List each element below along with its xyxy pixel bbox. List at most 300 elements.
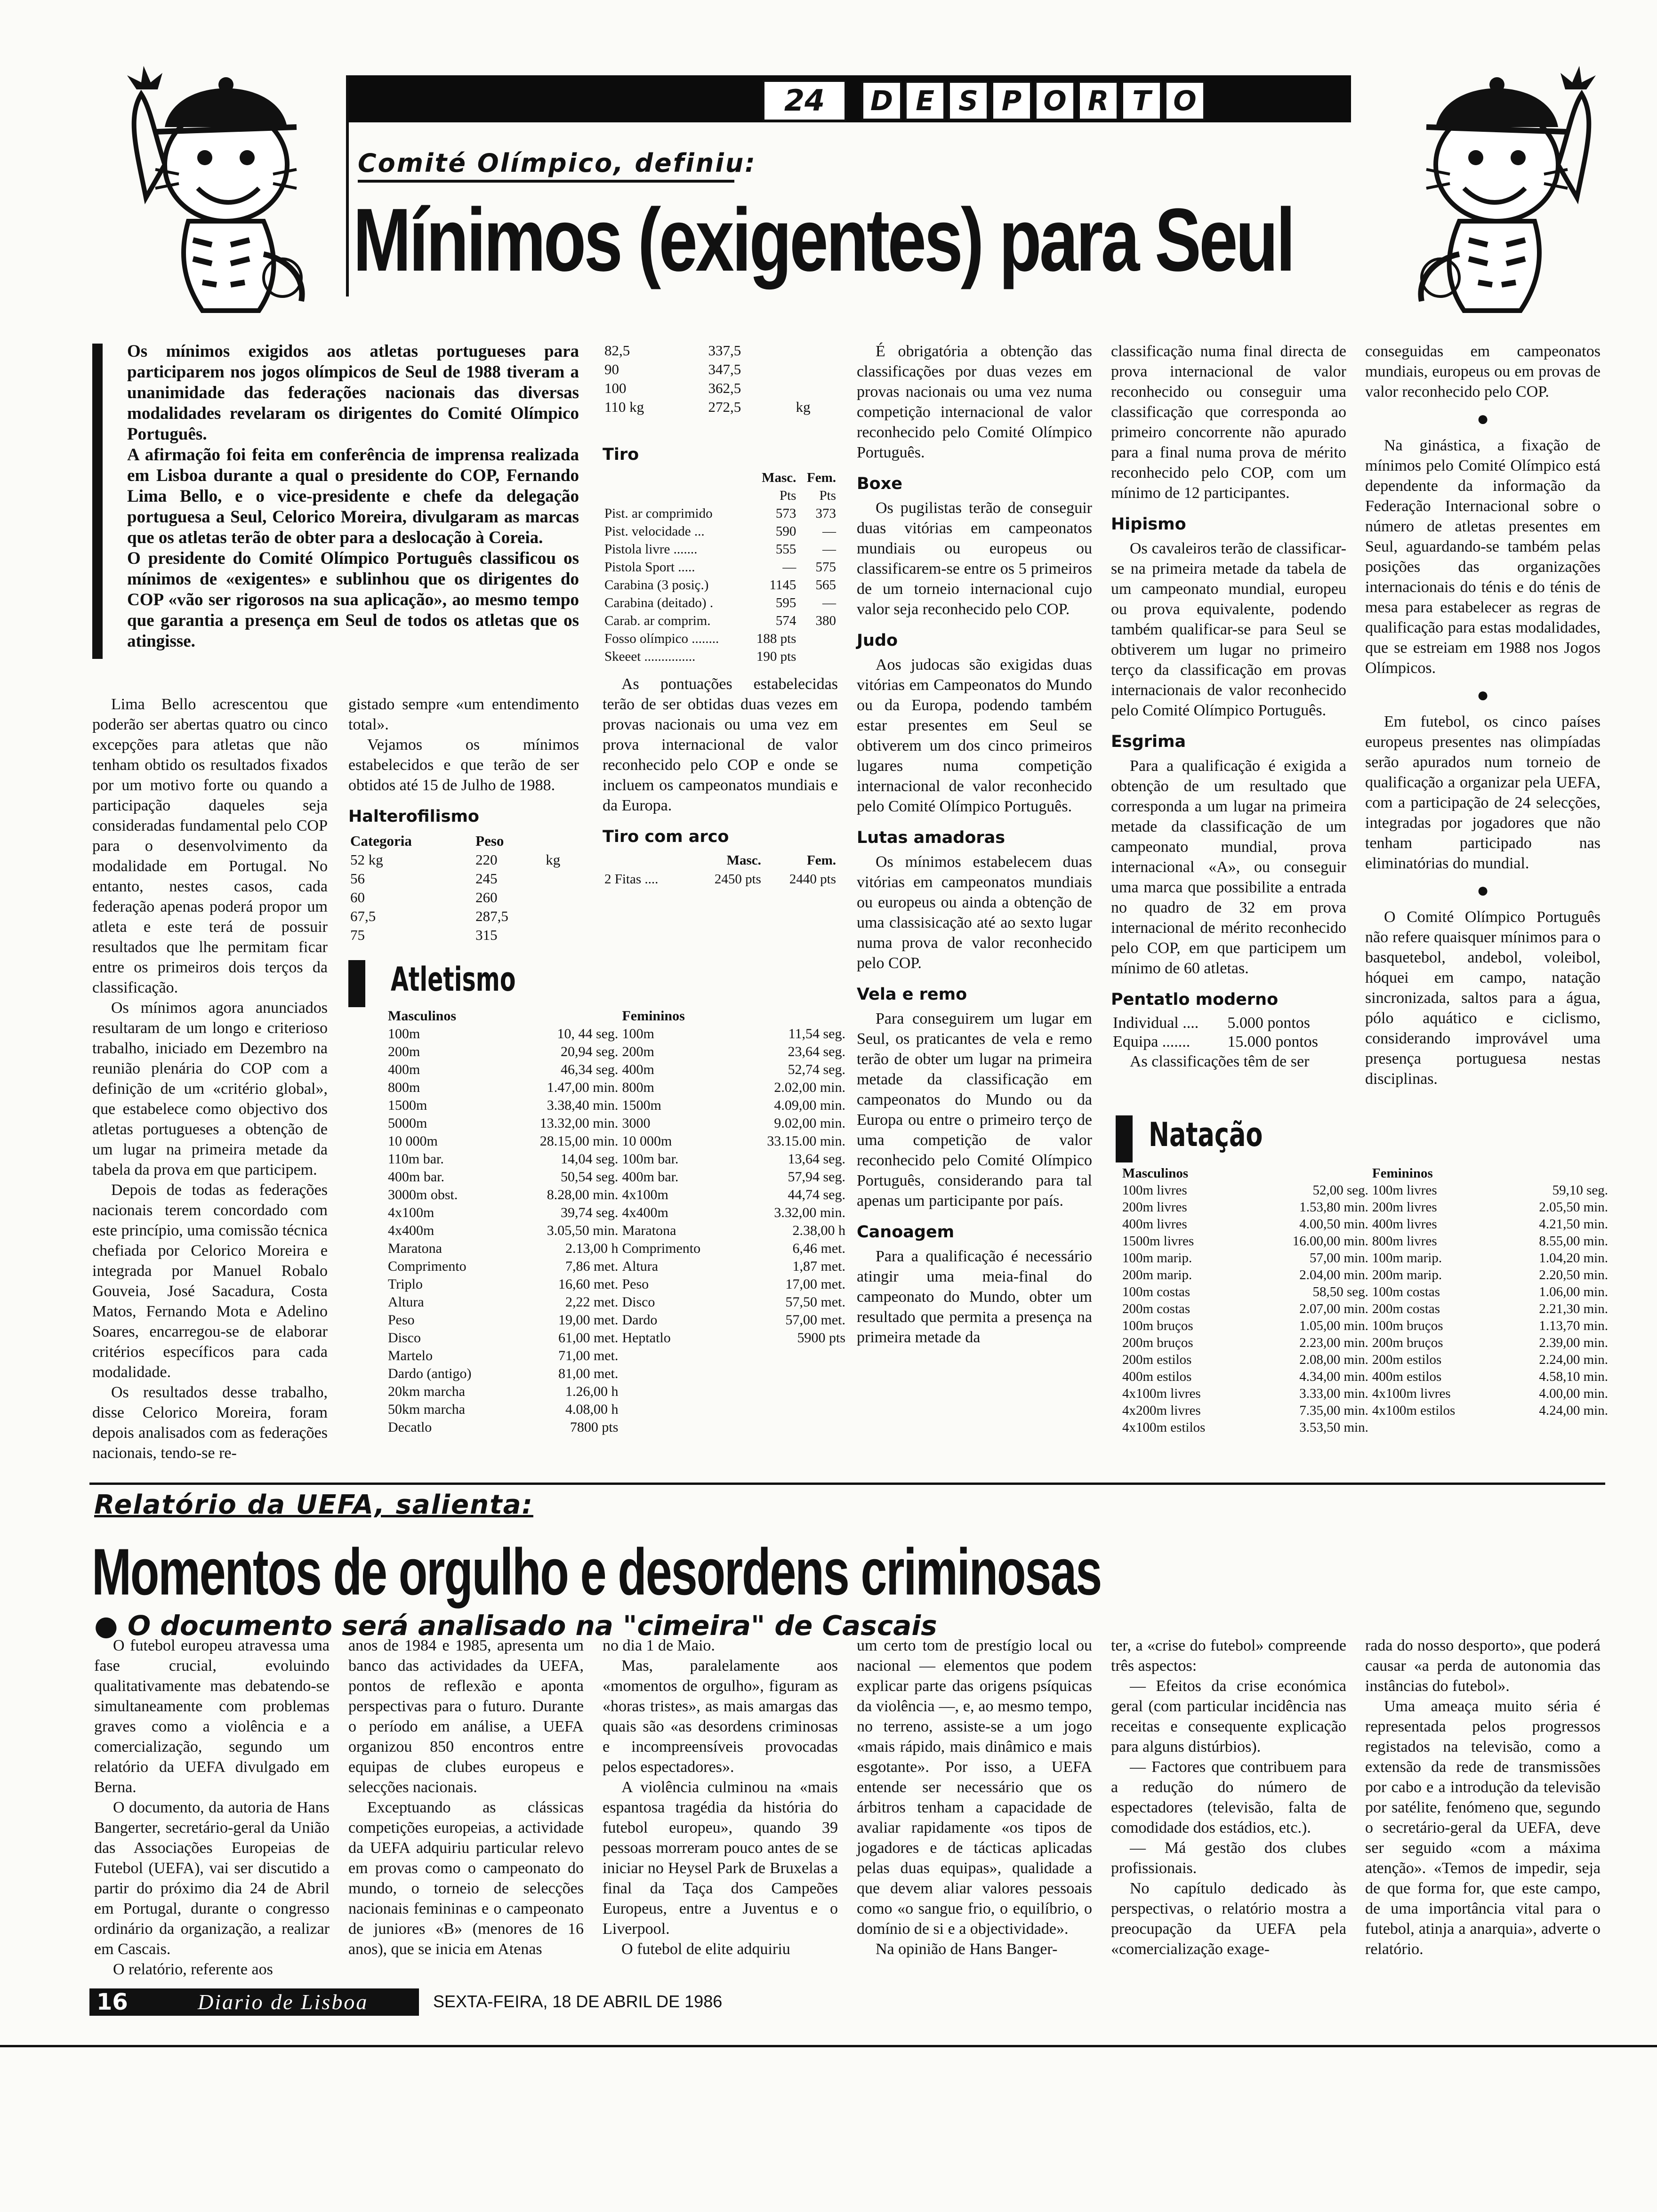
- article2-column-6: [1365, 1635, 1601, 1959]
- table-row: [1120, 1351, 1610, 1368]
- table-cell: 9.02,00 min.: [774, 1115, 845, 1131]
- table-cell: 100m bruços: [1122, 1318, 1193, 1333]
- table-cell: 800m livres: [1372, 1234, 1437, 1249]
- table-cell: 1500m: [388, 1098, 427, 1113]
- table-header: Masculinos: [388, 1008, 457, 1024]
- halterofilismo-table: [348, 832, 579, 945]
- lutas-amadoras-title: Lutas amadoras: [857, 828, 1005, 847]
- boxe-paragraph: Os pugilistas terão de conseguir duas vitórias em campeonatos mundiais ou europeus ou classificarem-se entre os 5 primeiros de um torneio internacional cujo valor seja reconhecido pelo COP.: [857, 499, 1092, 618]
- table-cell: 3000: [622, 1115, 651, 1131]
- table-cell: [798, 648, 838, 665]
- col1-paragraph: Os resultados desse trabalho, disse Celorico Moreira, foram depois analisados com as federações nacionais, tendo-se re-: [92, 1384, 328, 1462]
- table-cell: 555: [775, 542, 796, 557]
- table-cell: 260: [475, 889, 498, 906]
- table-cell: 7800 pts: [570, 1419, 619, 1435]
- table-cell: 595: [775, 595, 796, 610]
- table-cell: 8.28,00 min.: [547, 1187, 619, 1202]
- table-cell: 400m estilos: [1372, 1369, 1442, 1384]
- canoagem-title: Canoagem: [857, 1223, 955, 1242]
- table-cell: Pist. ar comprimido: [604, 506, 713, 521]
- table-cell: 287,5: [475, 908, 508, 924]
- table-cell: 400m bar.: [388, 1169, 444, 1185]
- article2-column-4: [857, 1635, 1092, 1959]
- table-cell: Equipa .......: [1113, 1033, 1190, 1050]
- table-header: Femininos: [622, 1008, 685, 1024]
- table-row: [1111, 1033, 1346, 1051]
- col2-paragraph: Vejamos os mínimos estabelecidos e que terão de ser obtidos até 15 de Julho de 1988.: [348, 736, 579, 794]
- table-cell: 11,54 seg.: [788, 1026, 845, 1042]
- table-header: Pts: [819, 488, 836, 503]
- table-cell: 400m: [622, 1062, 654, 1077]
- article2-kicker: Relatório da UEFA, salienta:: [94, 1490, 533, 1520]
- table-cell: 4.58,10 min.: [1539, 1369, 1608, 1384]
- table-row: [386, 1329, 847, 1347]
- atletismo-table: [386, 1007, 847, 1436]
- tiro-com-arco-table: [603, 851, 838, 889]
- table-cell: 13.32,00 min.: [539, 1115, 619, 1131]
- article2-paragraph: O futebol europeu atravessa uma fase crucial, evoluindo qualitativamente mas debatendo-se simultaneamente com problemas graves como a violência e a comercialização, segundo um relatório da UEFA divulgado em Berna.: [94, 1637, 330, 1796]
- table-cell: [734, 1347, 847, 1365]
- table-row: [1120, 1402, 1610, 1419]
- section-title-desporto: [861, 81, 1208, 119]
- table-cell: 100m livres: [1122, 1183, 1187, 1198]
- table-cell: 4.08,00 h: [565, 1402, 619, 1417]
- article2-paragraph: Exceptuando as clássicas competições europeias, a actividade da UEFA adquiriu particular relevo em provas como o campeonato do mundo, o torneio de selecções nacionais femininas e o campeonato de juniores «B» (menores de 16 anos), que se inicia em Atenas: [348, 1799, 584, 1958]
- article2-paragraph: anos de 1984 e 1985, apresenta um banco das actividades da UEFA, pontos de reflexão e aponta perspectivas para o futuro. Durante o período em análise, a UEFA organizou 850 encontros entre equipas de clubes europeus e selecções nacionais.: [348, 1637, 584, 1796]
- table-row: [386, 1383, 847, 1401]
- table-cell: 100m bar.: [622, 1151, 679, 1167]
- table-cell: —: [822, 595, 836, 610]
- table-cell: 100: [604, 380, 627, 396]
- table-cell: Individual ....: [1113, 1014, 1199, 1032]
- page-bottom-rule: [0, 2045, 1657, 2047]
- table-cell: —: [822, 524, 836, 539]
- table-cell: Dardo: [622, 1312, 658, 1328]
- table-cell: 200m costas: [1122, 1301, 1190, 1316]
- table-cell: 52 kg: [350, 851, 383, 868]
- table-cell: 100m: [622, 1026, 654, 1042]
- table-cell: 57,00 met.: [785, 1312, 845, 1328]
- table-row: [386, 1079, 847, 1097]
- table-cell: 81,00 met.: [558, 1366, 619, 1381]
- section-title-letter: R: [1078, 81, 1118, 120]
- table-row: [386, 1114, 847, 1132]
- table-cell: 400m estilos: [1122, 1369, 1192, 1384]
- table-row: [348, 850, 579, 869]
- table-cell: 4.34,00 min.: [1299, 1369, 1368, 1384]
- table-header: Fem.: [807, 470, 836, 485]
- table-cell: 590: [775, 524, 796, 539]
- table-cell: Pistola Sport .....: [604, 560, 695, 575]
- table-cell: 200m livres: [1372, 1200, 1437, 1215]
- table-cell: 200m bruços: [1122, 1335, 1193, 1350]
- table-cell: 100m costas: [1372, 1284, 1440, 1299]
- lead-paragraph-3: O presidente do Comité Olímpico Português classificou os mínimos de «exigentes» e sublinhou que os dirigentes do COP «vão ser rigorosos na sua aplicação», ao mesmo tempo que garantia a presença em Seul de todos os atletas que os atingisse.: [127, 549, 579, 651]
- table-cell: 2.20,50 min.: [1539, 1267, 1608, 1282]
- table-row: [348, 869, 579, 888]
- article1-column-2: [348, 694, 579, 945]
- article2-headline: Momentos de orgulho e desordens criminosas: [92, 1535, 1102, 1609]
- table-cell: 2,22 met.: [565, 1294, 619, 1310]
- table-cell: 4.00,50 min.: [1299, 1217, 1368, 1232]
- col5-paragraph: classificação numa final directa de prova internacional de valor reconhecido ou conseguir uma classificação que corresponda ao primeiro concorrente não apurado para a final numa prova de mérito reconhecido pelo COP, com um mínimo de 12 participantes.: [1111, 343, 1346, 502]
- table-cell: 10 000m: [622, 1133, 672, 1149]
- table-cell: 2.05,50 min.: [1539, 1200, 1608, 1215]
- table-cell: 46,34 seg.: [560, 1062, 619, 1077]
- article2-paragraph: Na opinião de Hans Banger-: [876, 1940, 1058, 1958]
- table-cell: 4.00,00 min.: [1539, 1386, 1608, 1401]
- table-row: [386, 1150, 847, 1168]
- table-cell: 2.23,00 min.: [1299, 1335, 1368, 1350]
- section-title-letter: P: [991, 81, 1032, 120]
- table-row: [386, 1204, 847, 1222]
- table-cell: —: [822, 542, 836, 557]
- table-cell: Martelo: [388, 1348, 433, 1363]
- table-row: [603, 341, 838, 360]
- table-row: [386, 1186, 847, 1204]
- table-cell: 400m livres: [1122, 1217, 1187, 1232]
- table-cell: 337,5: [708, 342, 741, 359]
- boxe-title: Boxe: [857, 474, 903, 493]
- table-cell: 2.38,00 h: [792, 1223, 845, 1238]
- table-cell: 1145: [769, 577, 796, 593]
- table-cell: 4.09,00 min.: [774, 1098, 845, 1113]
- lead-paragraph-1: Os mínimos exigidos aos atletas portugueses para participarem nos jogos olímpicos de Seul de 1988 tiveram a unanimidade das federações nacionais das diversas modalidades revelaram os dirigentes do Comité Olímpico Português.: [127, 342, 579, 444]
- table-cell: Altura: [388, 1294, 424, 1310]
- table-cell: [544, 869, 579, 888]
- table-cell: 575: [815, 560, 836, 575]
- table-cell: 59,10 seg.: [1552, 1183, 1608, 1198]
- table-row: [386, 1311, 847, 1329]
- table-header: Categoria: [350, 833, 412, 849]
- table-cell: [794, 360, 838, 379]
- article1-column-4: [857, 341, 1092, 1347]
- article1-column-3: [603, 341, 838, 889]
- article2-paragraph: rada do nosso desporto», que poderá causar «a perda de autonomia das instâncias do futebol».: [1365, 1637, 1601, 1695]
- table-row: [386, 1222, 847, 1240]
- table-cell: 82,5: [604, 342, 630, 359]
- table-cell: [620, 1365, 733, 1383]
- article1-headline: Mínimos (exigentes) para Seul: [353, 190, 1294, 290]
- bullet-separator: ●: [1476, 879, 1489, 902]
- article2-paragraph: O relatório, referente aos: [113, 1961, 273, 1978]
- table-row: [348, 907, 579, 926]
- table-header: Masc.: [726, 853, 761, 868]
- table-row: [386, 1025, 847, 1043]
- table-cell: 10 000m: [388, 1133, 438, 1149]
- section-title-letter: O: [1035, 81, 1075, 120]
- table-cell: 3.53,50 min.: [1299, 1420, 1368, 1435]
- table-row: [603, 505, 838, 522]
- table-cell: 6,46 met.: [792, 1241, 845, 1256]
- table-cell: 20,94 seg.: [560, 1044, 619, 1059]
- table-header: Masc.: [762, 470, 796, 485]
- table-cell: 200m: [388, 1044, 420, 1059]
- article2-paragraph: Mas, paralelamente aos «momentos de orgulho», figuram as «horas tristes», as mais amargas das quais são «as desordens criminosas e incompreensíveis provocadas pelos espectadores».: [603, 1657, 838, 1776]
- halterofilismo-title: Halterofilismo: [348, 807, 479, 826]
- table-cell: 4x100m estilos: [1122, 1420, 1206, 1435]
- table-cell: 14,04 seg.: [560, 1151, 619, 1167]
- table-cell: [544, 888, 579, 907]
- atletismo-table-wrapper: [386, 1007, 847, 1436]
- table-cell: [620, 1401, 733, 1419]
- table-cell: [794, 379, 838, 398]
- table-header: Pts: [779, 488, 796, 503]
- table-cell: Disco: [622, 1294, 655, 1310]
- table-cell: [620, 1383, 733, 1401]
- col2-paragraph: gistado sempre «um entendimento total».: [348, 696, 579, 733]
- table-cell: 565: [815, 577, 836, 593]
- table-cell: [620, 1419, 733, 1436]
- table-cell: 272,5: [708, 399, 741, 415]
- table-row: [1120, 1250, 1610, 1266]
- table-cell: 3.38,40 min.: [547, 1098, 619, 1113]
- table-cell: 52,00 seg.: [1312, 1183, 1368, 1198]
- article2-column-5: [1111, 1635, 1346, 1959]
- table-row: [386, 1347, 847, 1365]
- table-cell: 110m bar.: [388, 1151, 444, 1167]
- table-row: [1120, 1266, 1610, 1283]
- table-cell: [544, 907, 579, 926]
- table-cell: 75: [350, 927, 365, 943]
- table-cell: Skeeet ...............: [604, 649, 696, 664]
- section-title-letter: T: [1121, 81, 1162, 120]
- table-cell: Peso: [622, 1276, 649, 1292]
- table-cell: 61,00 met.: [558, 1330, 619, 1346]
- article2-column-1: [94, 1635, 330, 1980]
- table-cell: Peso: [388, 1312, 415, 1328]
- table-cell: 57,00 min.: [1310, 1250, 1368, 1266]
- table-cell: 3.33,00 min.: [1299, 1386, 1368, 1401]
- table-cell: 1.47,00 min.: [547, 1080, 619, 1095]
- col4-paragraph: É obrigatória a obtenção das classificações por duas vezes em provas nacionais ou uma vez numa competição internacional de valor reconhecido pelo Comité Olímpico Português.: [857, 343, 1092, 461]
- table-cell: 4.24,00 min.: [1539, 1403, 1608, 1418]
- table-cell: Altura: [622, 1258, 659, 1274]
- table-cell: 362,5: [708, 380, 741, 396]
- pentatlo-title: Pentatlo moderno: [1111, 990, 1279, 1009]
- pentatlo-note: As classificações têm de ser: [1130, 1053, 1310, 1070]
- table-cell: 5000m: [388, 1115, 427, 1131]
- table-cell: 2 Fitas ....: [604, 872, 659, 887]
- table-row: [603, 398, 838, 417]
- table-cell: Comprimento: [388, 1258, 467, 1274]
- article2-paragraph: ter, a «crise do futebol» compreende três aspectos:: [1111, 1637, 1346, 1675]
- atletismo-title: Atletismo: [391, 960, 516, 999]
- article1-lead: [127, 341, 579, 652]
- table-cell: 2.07,00 min.: [1299, 1301, 1368, 1316]
- table-cell: 2.39,00 min.: [1539, 1335, 1608, 1350]
- table-row: [386, 1240, 847, 1258]
- table-cell: 400m bar.: [622, 1169, 679, 1185]
- table-row: [386, 1419, 847, 1436]
- table-cell: 56: [350, 870, 365, 887]
- article1-column-1: [92, 694, 328, 1463]
- table-cell: 2.24,00 min.: [1539, 1352, 1608, 1367]
- section-title-letter: O: [1165, 81, 1205, 120]
- table-cell: 4x400m: [622, 1205, 668, 1220]
- table-cell: 90: [604, 361, 619, 377]
- article2-column-3: [603, 1635, 838, 1959]
- table-cell: 16.00,00 min.: [1292, 1234, 1368, 1249]
- judo-paragraph: Aos judocas são exigidas duas vitórias em Campeonatos do Mundo ou da Europa, podendo também estar presentes em Seul se obtiverem um dos cinco primeiros lugares numa competição internacional de valor reconhecido pelo Comité Olímpico Português.: [857, 656, 1092, 815]
- table-cell: 4.21,50 min.: [1539, 1217, 1608, 1232]
- table-cell: 220: [475, 851, 498, 868]
- table-cell: 1.26,00 h: [565, 1384, 619, 1399]
- vela-e-remo-title: Vela e remo: [857, 985, 967, 1004]
- table-cell: 200m marip.: [1372, 1267, 1442, 1282]
- table-row: [1120, 1300, 1610, 1317]
- table-cell: [544, 926, 579, 945]
- table-cell: 4x100m: [622, 1187, 668, 1202]
- natacao-table: [1120, 1165, 1610, 1436]
- table-row: [1120, 1283, 1610, 1300]
- table-cell: 7,86 met.: [565, 1258, 619, 1274]
- table-row: [603, 594, 838, 612]
- table-cell: [620, 1347, 733, 1365]
- table-cell: 2.02,00 min.: [774, 1080, 845, 1095]
- table-cell: —: [782, 560, 796, 575]
- table-cell: 13,64 seg.: [788, 1151, 845, 1167]
- vela-paragraph: Para conseguirem um lugar em Seul, os praticantes de vela e remo terão de obter um lugar na primeira metade da classificação em campeonatos do Mundo ou da Europa ou entre o primeiro terço de uma competição de valor reconhecido pelo Comité Olímpico Português, considerando para tal apenas um participante por país.: [857, 1010, 1092, 1210]
- table-cell: 5900 pts: [797, 1330, 845, 1346]
- table-cell: 2440 pts: [789, 872, 836, 887]
- table-cell: 100m marip.: [1372, 1250, 1442, 1266]
- table-row: [386, 1365, 847, 1383]
- table-row: [603, 360, 838, 379]
- table-cell: 573: [775, 506, 796, 521]
- table-cell: 17,00 met.: [785, 1276, 845, 1292]
- table-cell: 200m bruços: [1372, 1335, 1443, 1350]
- table-cell: 347,5: [708, 361, 741, 377]
- lutas-paragraph: Os mínimos estabelecem duas vitórias em campeonatos mundiais ou europeus ou ainda a obtenção de uma classisicação até ao sexto lugar numa prova de valor reconhecido pelo COP.: [857, 853, 1092, 972]
- table-cell: 100m marip.: [1122, 1250, 1192, 1266]
- table-cell: 800m: [622, 1080, 654, 1095]
- article2-paragraph: no dia 1 de Maio.: [603, 1637, 715, 1654]
- table-cell: 1,87 met.: [792, 1258, 845, 1274]
- table-cell: [734, 1419, 847, 1436]
- table-cell: Fosso olímpico ........: [604, 631, 719, 646]
- table-row: [1111, 1014, 1346, 1033]
- table-cell: 373: [815, 506, 836, 521]
- esgrima-paragraph: Para a qualificação é exigida a obtenção de um resultado que corresponda a um lugar na primeira metade da classificação de um campeonato mundial, prova internacional «A», ou conseguir uma marca que possibilite a entrada no quadro de 32 em prova internacional de mérito reconhecido pelo COP, em que participem um mínimo de 60 atletas.: [1111, 757, 1346, 977]
- table-cell: Carabina (3 posiç.): [604, 577, 709, 593]
- article2-paragraph: O futebol de elite adquiriu: [621, 1940, 790, 1958]
- table-cell: 10, 44 seg.: [557, 1026, 619, 1042]
- table-cell: 574: [775, 613, 796, 628]
- col1-paragraph: Lima Bello acrescentou que poderão ser abertas quatro ou cinco excepções para atletas que não tenham obtido os resultados fixados por um motivo forte ou quando a participação daqueles seja consideradas fundamental pelo COP para o desenvolvimento da modalidade em Portugal. No entanto, nestes casos, cada federação apenas poderá propor um atleta e este terá de possuir resultados que lhe permitam ficar entre os primeiros dois terços da classificação.: [92, 696, 328, 996]
- article2-paragraph: — Má gestão dos clubes profissionais.: [1111, 1839, 1346, 1877]
- table-header: Femininos: [1372, 1166, 1433, 1181]
- table-cell: Maratona: [622, 1223, 676, 1238]
- table-cell: Carabina (deitado) .: [604, 595, 714, 610]
- table-cell: 57,94 seg.: [788, 1169, 845, 1185]
- table-row: [386, 1401, 847, 1419]
- tiger-mascot-right-illustration: [1393, 56, 1615, 320]
- article2-paragraph: Uma ameaça muito séria é representada pelos progressos registados na televisão, como a extensão da rede de transmissões por cabo e a introdução da televisão por satélite, fenómeno que, segundo o secretário-geral da UEFA, deve ser seguido «com a máxima atenção». «Temos de impedir, seja de que forma for, que este campo, de uma importância vital para o futebol, atinja a anarquia», adverte o relatório.: [1365, 1698, 1601, 1958]
- table-cell: [798, 630, 838, 648]
- table-cell: 2.21,30 min.: [1539, 1301, 1608, 1316]
- table-row: [386, 1168, 847, 1186]
- table-row: [603, 648, 838, 665]
- table-row: [1120, 1317, 1610, 1334]
- table-cell: 2.08,00 min.: [1299, 1352, 1368, 1367]
- footer-date: SEXTA-FEIRA, 18 DE ABRIL DE 1986: [433, 1992, 723, 2011]
- judo-title: Judo: [857, 631, 898, 650]
- table-cell: 4x200m livres: [1122, 1403, 1201, 1418]
- table-cell: 15.000 pontos: [1227, 1033, 1319, 1050]
- table-cell: [794, 341, 838, 360]
- table-cell: [734, 1365, 847, 1383]
- table-cell: 200m: [622, 1044, 654, 1059]
- table-cell: 110 kg: [604, 399, 644, 415]
- section-title-letter: D: [861, 81, 902, 120]
- table-cell: 57,50 met.: [785, 1294, 845, 1310]
- table-cell: Pist. velocidade ...: [604, 524, 705, 539]
- table-cell: Pistola livre .......: [604, 542, 698, 557]
- hipismo-title: Hipismo: [1111, 515, 1186, 534]
- table-cell: 71,00 met.: [558, 1348, 619, 1363]
- table-cell: 188 pts: [756, 631, 796, 646]
- col1-paragraph: Depois de todas as federações nacionais terem concordado com este princípio, uma comissão técnica chefiada por Celorico Moreira e integrada por Manuel Robalo Gouveia, José Sacadura, Costa Matos, Fernando Mota e Adelino Soares, encarregou-se de elaborar critérios específicos para cada modalidade.: [92, 1181, 328, 1381]
- table-cell: [1501, 1419, 1610, 1436]
- col1-paragraph: Os mínimos agora anunciados resultaram de um longo e criterioso trabalho, iniciado em Dezembro na reunião plenária do COP com a definição de um «critério global», que estabelece como objectivo dos atletas portugueses a obtenção de um lugar na primeira metade da tabela da prova em que participem.: [92, 999, 328, 1178]
- table-cell: 4x100m estilos: [1372, 1403, 1456, 1418]
- table-cell: 1500m livres: [1122, 1234, 1194, 1249]
- table-cell: 44,74 seg.: [788, 1187, 845, 1202]
- header-rule-vertical: [346, 75, 349, 297]
- table-row: [386, 1043, 847, 1061]
- table-row: [1120, 1216, 1610, 1233]
- footer-newspaper-name: Diario de Lisboa: [198, 1990, 369, 2014]
- article2-column-2: [348, 1635, 584, 1959]
- table-cell: 2.13,00 h: [565, 1241, 619, 1256]
- table-cell: 4x100m livres: [1122, 1386, 1201, 1401]
- table-cell: 7.35,00 min.: [1299, 1403, 1368, 1418]
- table-cell: 200m costas: [1372, 1301, 1440, 1316]
- table-row: [1120, 1368, 1610, 1385]
- page-section-number: 24: [763, 80, 846, 121]
- table-cell: 200m estilos: [1122, 1352, 1192, 1367]
- atletismo-marker-bar: [348, 960, 365, 1007]
- table-cell: 23,64 seg.: [788, 1044, 845, 1059]
- table-cell: 3.05,50 min.: [547, 1223, 619, 1238]
- table-header: Fem.: [807, 853, 836, 868]
- table-row: [603, 540, 838, 558]
- col6-paragraph: Em futebol, os cinco países europeus presentes nas olimpíadas serão apurados num torneio de qualificação a organizar pela UEFA, com a participação de 24 selecções, integradas por jogadores que não tenham participado nas eliminatórias do mundial.: [1365, 713, 1601, 872]
- article2-paragraph: — Factores que contribuem para a redução do número de espectadores (televisão, falta de comodidade dos estádios, etc.).: [1111, 1758, 1346, 1836]
- lead-marker-bar: [92, 344, 103, 659]
- table-cell: 100m costas: [1122, 1284, 1190, 1299]
- table-cell: 20km marcha: [388, 1384, 466, 1399]
- col6-paragraph: O Comité Olímpico Português não refere quaisquer mínimos para o basquetebol, andebol, voleibol, hóquei em campo, natação sincronizada, saltos para a água, pólo aquático e ciclismo, considerando improvável uma presença portuguesa nestas disciplinas.: [1365, 908, 1601, 1088]
- article-divider: [89, 1483, 1605, 1485]
- table-row: [348, 926, 579, 945]
- bullet-separator: ●: [1476, 683, 1489, 706]
- tiro-title: Tiro: [603, 445, 639, 464]
- table-cell: [1370, 1419, 1501, 1436]
- article1-column-5: [1111, 341, 1346, 1072]
- section-title-letter: E: [905, 81, 945, 120]
- table-row: [603, 558, 838, 576]
- col6-paragraph: Na ginástica, a fixação de mínimos pelo Comité Olímpico está dependente da informação da Federação Internacional sobre o número de atletas presentes em Seul, aguardando-se também pelas posições das organizações internacionais do ténis e do ténis de mesa para estabelecer as regras de qualificação para estas modalidades, que se estreiam em 1988 nos Jogos Olímpicos.: [1365, 437, 1601, 677]
- table-cell: [734, 1401, 847, 1419]
- table-cell: 8.55,00 min.: [1539, 1234, 1608, 1249]
- article2-paragraph: No capítulo dedicado às perspectivas, o relatório mostra a preocupação da UEFA pela «comercialização exage-: [1111, 1880, 1346, 1958]
- col6-paragraph: conseguidas em campeonatos mundiais, europeus ou em provas de valor reconhecido pelo COP.: [1365, 343, 1601, 401]
- subhead-bullet: ●: [94, 1610, 128, 1642]
- table-cell: 16,60 met.: [558, 1276, 619, 1292]
- table-cell: 200m livres: [1122, 1200, 1187, 1215]
